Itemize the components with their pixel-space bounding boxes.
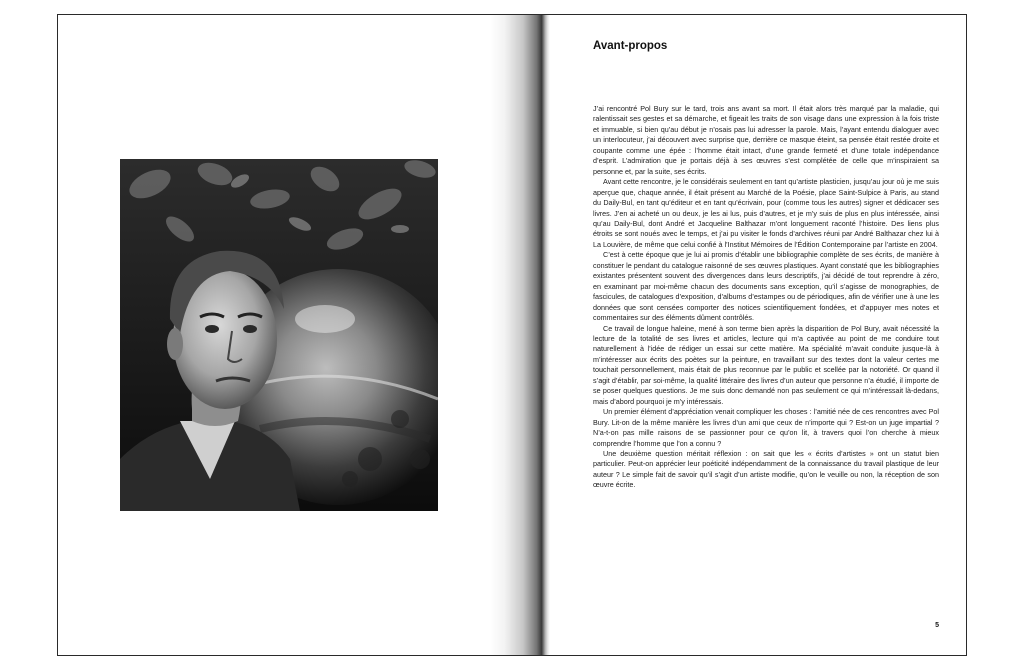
paragraph: J’ai rencontré Pol Bury sur le tard, trois ans avant sa mort. Il était alors très marqué par la maladie, qui ralentissait ses gestes et sa démarche, et figeait les traits de son visage dans une expression à la fois triste et immuable, si bien qu’au début je n’osais pas lui adresser la parole. Mais, l’ayant entendu dialoguer avec un interlocuteur, j’ai découvert avec surprise que, derrière ce masque éteint, sa pensée était restée droite et coupante comme une épée : l’homme était intact, d’une grande fermeté et d’une totale indépendance d’esprit. L’admiration que je portais déjà à ses œuvres s’est complétée de celle que m’inspiraient sa personne et, par la suite, ses écrits. <box>593 104 939 176</box>
paragraph: Avant cette rencontre, je le considérais seulement en tant qu’artiste plasticien, jusqu’au jour où je me suis aperçue que, chaque année, il était présent au Marché de la Poésie, place Saint-Sulpice à Paris, au stand du Daily-Bul, en tant qu’éditeur et en tant qu’écrivain, pour (comme tous les autres) signer et dédicacer ses livres. J’en ai acheté un ou deux, je les ai lus, puis d’autres, et je m’y suis de plus en plus intéressée, ainsi qu’au Daily-Bul, dont André et Jacqueline Balthazar m’ont longuement raconté l’histoire. Des liens plus étroits se sont noués avec le temps, et j’ai pu visiter le fonds d’archives réuni par André Balthazar chez lui à La Louvière, de même que celui confié à l’Institut Mémoires de l’Édition Contemporaine par l’artiste en 2004. <box>593 177 939 249</box>
paragraph: Une deuxième question méritait réflexion : on sait que les « écrits d’artistes » ont un statut bien particulier. Peut-on apprécier leur poéticité indépendamment de la connaissance du travail plastique de leur auteur ? Le simple fait de savoir qu’il s’agit d’un artiste modifie, qu’on le veuille ou non, la réception de son œuvre écrite. <box>593 448 939 490</box>
left-page <box>58 15 510 655</box>
chapter-heading: Avant-propos <box>593 40 668 52</box>
book-gutter-shadow <box>490 15 550 655</box>
paragraph: Un premier élément d’appréciation venait compliquer les choses : l’amitié née de ces rencontres avec Pol Bury. Lit-on de la même manière les livres d’un ami que ceux de n’importe qui ? Est-on un juge impartial ? N’a-t-on pas mille raisons de se passionner pour ce qu’on lit, à travers quoi l’on cherche à mieux comprendre l’homme que l’on a connu ? <box>593 407 939 448</box>
portrait-photo <box>120 159 438 511</box>
page-number: 5 <box>935 622 939 629</box>
body-text <box>593 104 939 491</box>
paragraph: C’est à cette époque que je lui ai promis d’établir une bibliographie complète de ses écrits, de manière à constituer le pendant du catalogue raisonné de ses œuvres plastiques. Ayant constaté que les bibliographies existantes présentent souvent des divergences dans leurs descriptifs, j’ai décidé de tout reprendre à zéro, en examinant par moi-même chacun des documents sans exception, qu’il s’agisse de monographies, de fascicules, de catalogues d’exposition, d’albums d’estampes ou de périodiques, afin de vérifier une à une les données que sont censées comporter des notices scientifiquement fondées, et d’appuyer mes notes et commentaires sur des éléments dûment contrôlés. <box>593 250 939 323</box>
paragraph: Ce travail de longue haleine, mené à son terme bien après la disparition de Pol Bury, avait nécessité la lecture de la totalité de ses livres et articles, lecture qui m’a captivée au point de me conduire tout naturellement à l’idée de rédiger un essai sur cette matière. Ma spécialité m’avait conduite jusque-là à m’intéresser aux écrits des poètes sur la peinture, en travaillant sur des textes dont la valeur certes me touchait personnellement, mais était de plus reconnue par le public et scellée par la notoriété. Or quand il s’agit d’établir, par soi-même, la qualité littéraire des livres d’un auteur que personne n’a étudié, il importe de se poser quelques questions. Je me suis donc demandé non pas seulement ce qui m’intéressait là-dedans, mais d’abord pourquoi je m’y intéressais. <box>593 323 939 406</box>
